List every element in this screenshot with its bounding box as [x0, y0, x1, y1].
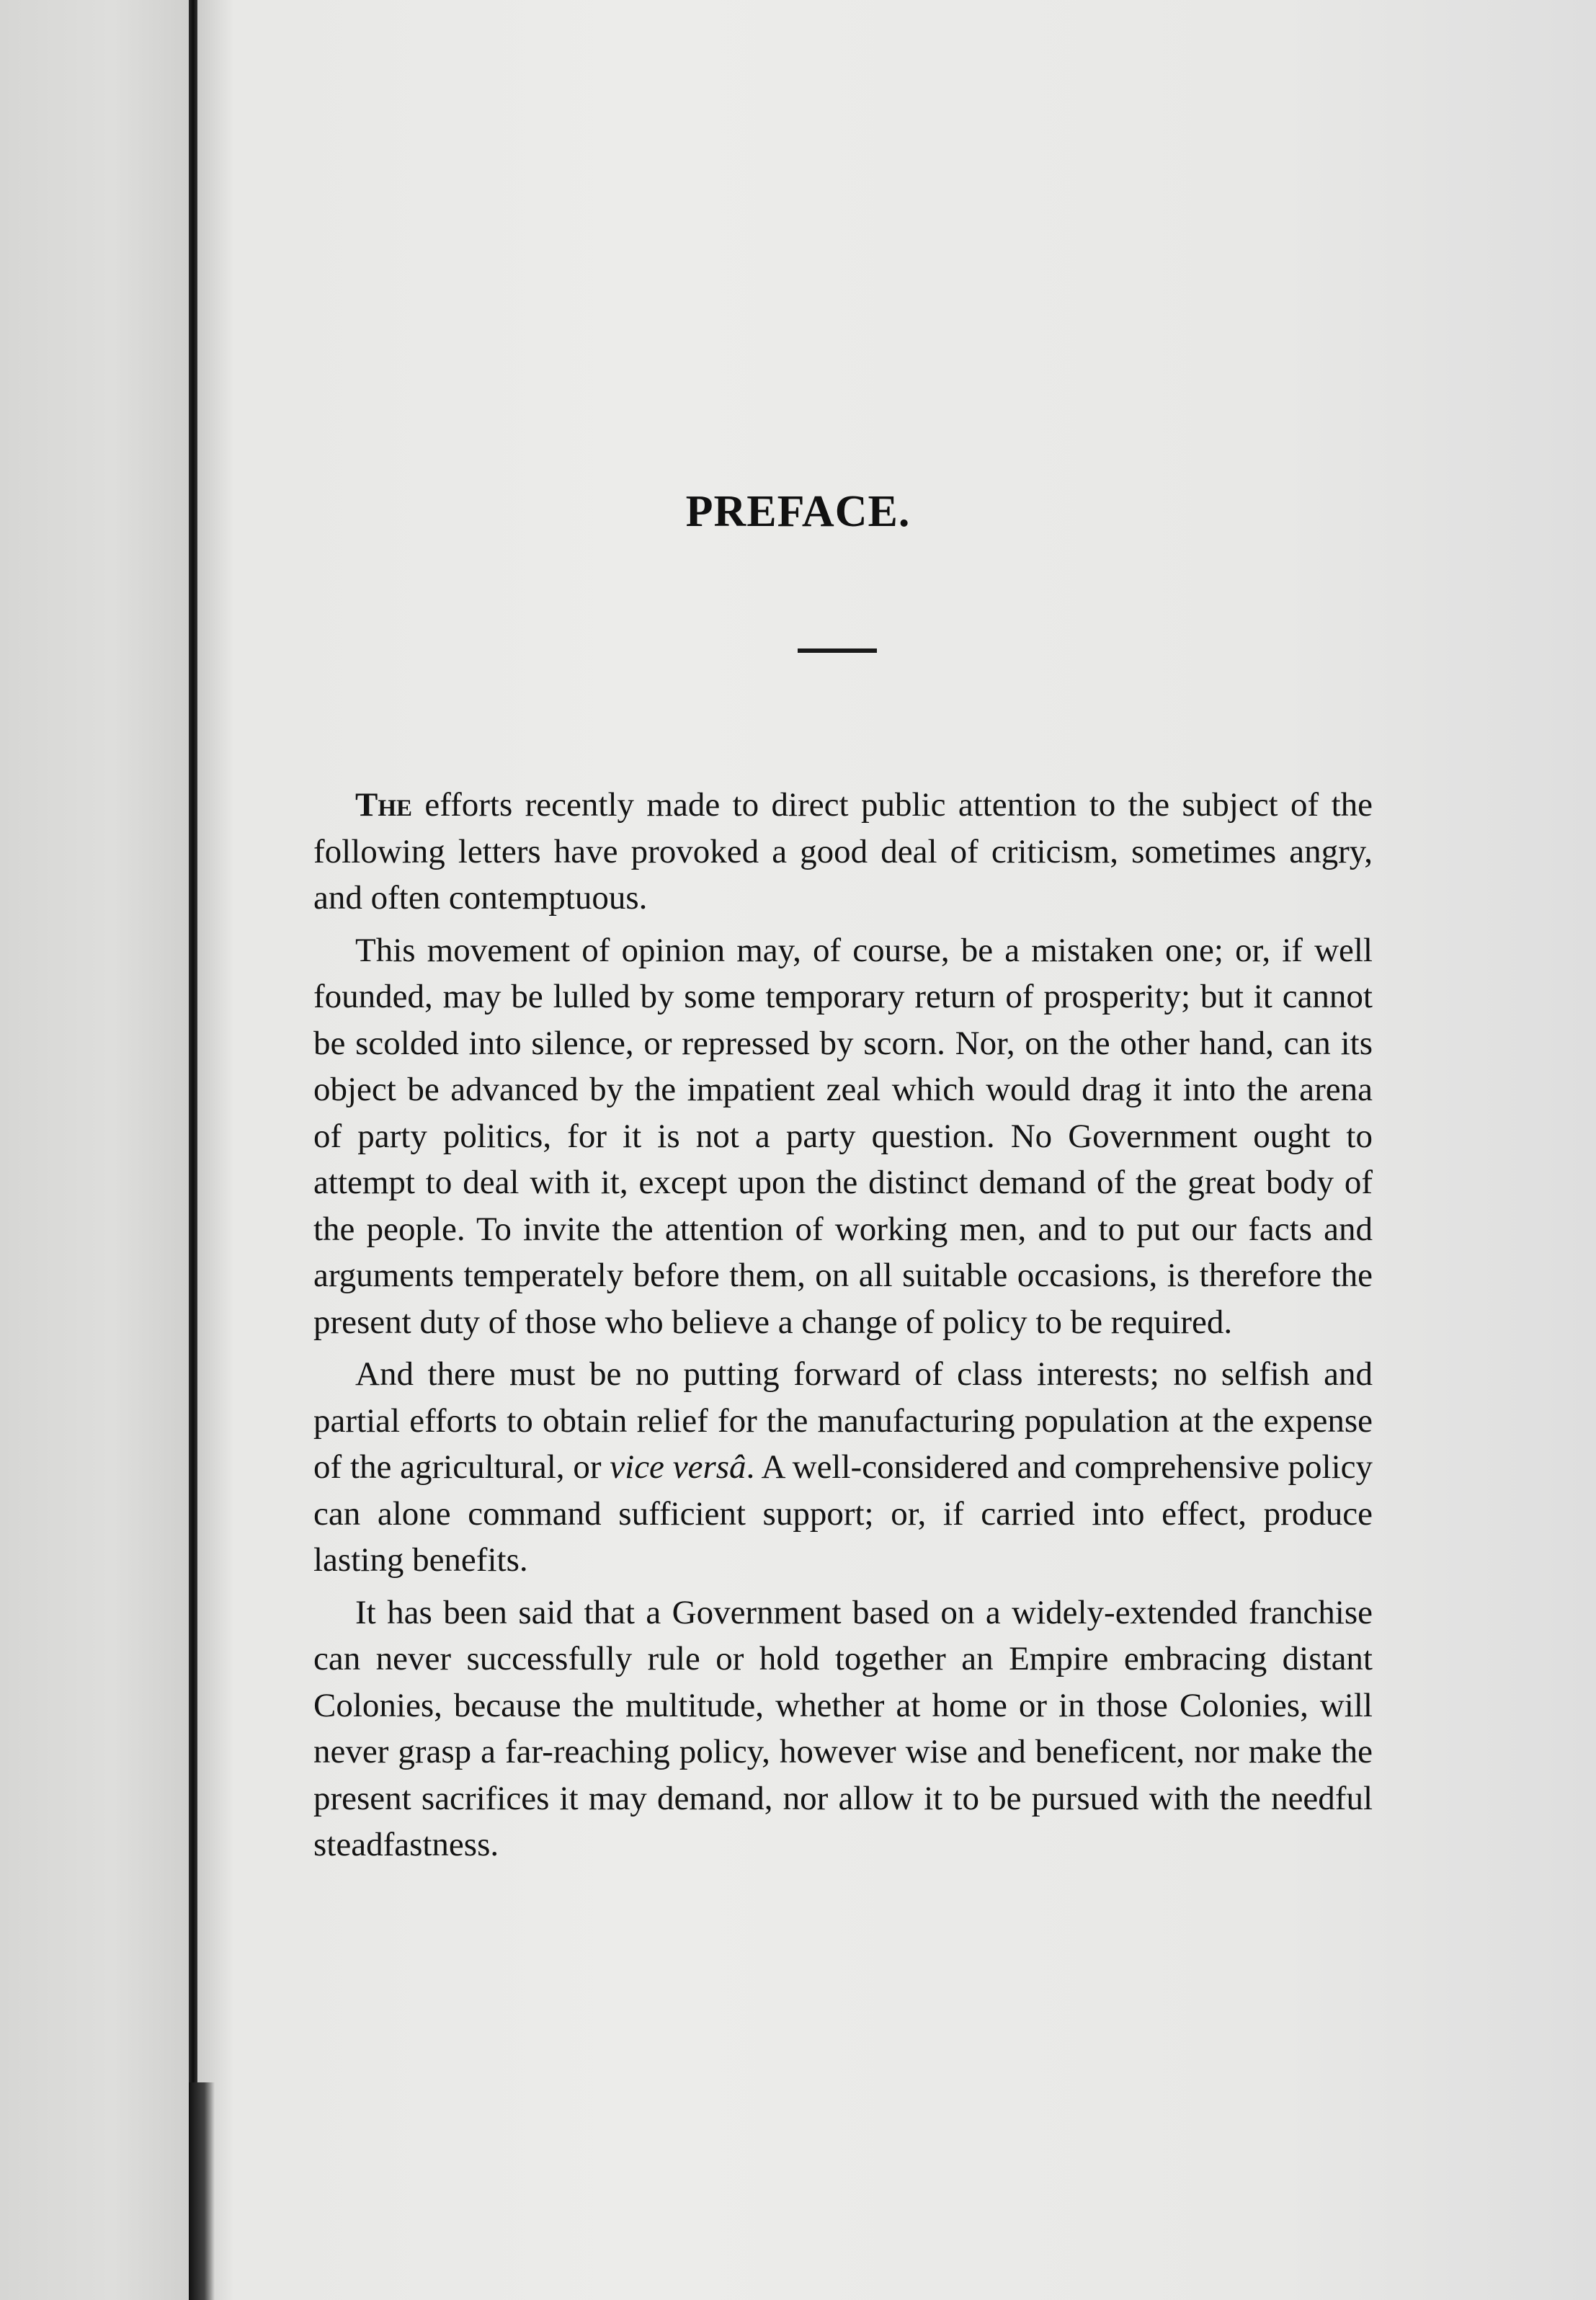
paragraph-3-text-after: . A well-considered and comprehensive policy can alone command sufficient support; or, if carried into effect, produce lasting benefits.: [313, 1448, 1373, 1579]
page-title: PREFACE.: [685, 487, 911, 536]
binding-edge-mark: [189, 2082, 215, 2300]
paragraph-4: It has been said that a Government based on a widely-extended franchise can never successfully rule or hold together an Empire embracing distant Colonies, because the multitude, whether at home or in those Colonies, will never grasp a far-reaching policy, however wise and beneficent, nor make the present sacrifices it may demand, nor allow it to be pursued with the needful steadfastness.: [313, 1593, 1373, 1863]
paragraph-2: This movement of opinion may, of course, be a mistaken one; or, if well founded, may be lulled by some temporary return of prosperity; but it cannot be scolded into silence, or repressed by scorn. Nor, on the other hand, can its object be advanced by the impatient zeal which would drag it into the arena of party politics, for it is not a party question. No Government ought to attempt to deal with it, except upon the distinct demand of the great body of the people. To invite the attention of working men, and to put our facts and arguments temperately before them, on all suitable occasions, is therefore the present duty of those who believe a change of policy to be required.: [313, 931, 1373, 1341]
facing-page-edge: [0, 0, 189, 2300]
paragraph-3: [313, 1351, 1373, 1584]
paragraph-3-text-before: And there must be no putting forward of class interests; no selfish and partial efforts to obtain relief for the manufacturing population at the expense of the agricultural, or: [313, 1355, 1373, 1486]
paragraph-1: [313, 782, 1373, 922]
binding-gutter: [189, 0, 197, 2300]
paragraph-1-lead: The: [355, 786, 413, 824]
preface-body: [313, 782, 1373, 1874]
paragraph-1-text: efforts recently made to direct public attention to the subject of the following letters have provoked a good deal of criticism, sometimes angry, and often contemptuous.: [313, 786, 1373, 917]
paragraph-3-italic: vice versâ: [610, 1448, 746, 1486]
title-rule: [798, 648, 877, 653]
gutter-shadow: [197, 0, 233, 2300]
